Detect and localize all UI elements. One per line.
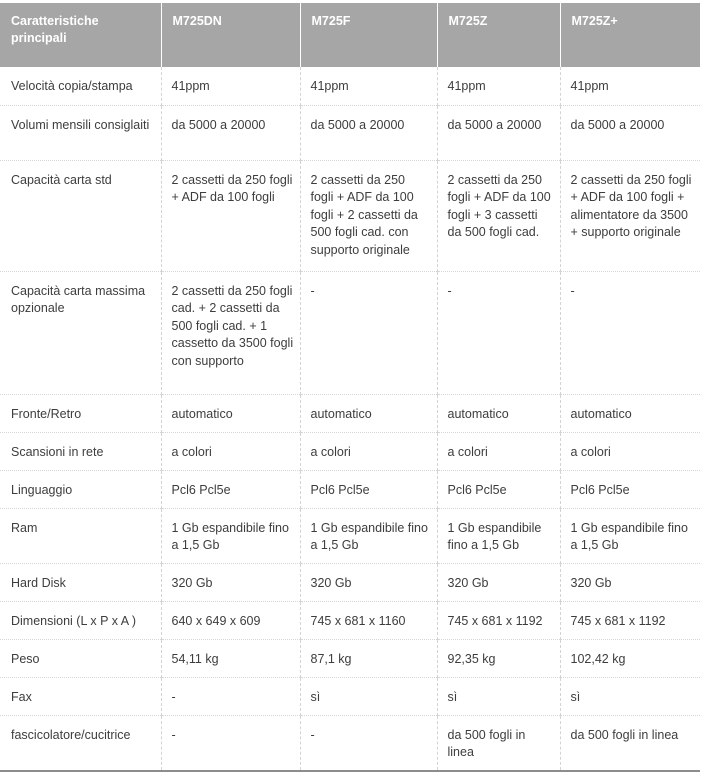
table-cell: 745 x 681 x 1160 xyxy=(300,601,437,639)
table-cell: da 5000 a 20000 xyxy=(300,105,437,160)
table-row xyxy=(0,508,700,563)
table-cell: 1 Gb espandibile fino a 1,5 Gb xyxy=(560,508,700,563)
table-cell: 41ppm xyxy=(437,67,560,105)
table-cell: - xyxy=(437,271,560,394)
table-cell: 41ppm xyxy=(560,67,700,105)
table-cell: 320 Gb xyxy=(161,563,300,601)
table-cell: 41ppm xyxy=(161,67,300,105)
table-cell: 2 cassetti da 250 fogli + ADF da 100 fogli + alimentatore da 3500 + supporto originale xyxy=(560,160,700,271)
row-label: Velocità copia/stampa xyxy=(0,67,161,105)
row-label: Dimensioni (L x P x A ) xyxy=(0,601,161,639)
table-cell: da 5000 a 20000 xyxy=(560,105,700,160)
table-cell: Pcl6 Pcl5e xyxy=(161,470,300,508)
row-label: Ram xyxy=(0,508,161,563)
table-cell: 320 Gb xyxy=(560,563,700,601)
table-cell: 320 Gb xyxy=(437,563,560,601)
table-header-row xyxy=(0,3,700,67)
row-label: Volumi mensili consiglaiti xyxy=(0,105,161,160)
table-cell: - xyxy=(300,271,437,394)
table-cell: 1 Gb espandibile fino a 1,5 Gb xyxy=(437,508,560,563)
table-row xyxy=(0,639,700,677)
table-cell: 2 cassetti da 250 fogli + ADF da 100 fogli + 3 cassetti da 500 fogli cad. xyxy=(437,160,560,271)
table-cell: da 500 fogli in linea xyxy=(560,715,700,771)
table-cell: Pcl6 Pcl5e xyxy=(437,470,560,508)
table-cell: a colori xyxy=(161,432,300,470)
header-m725z-plus: M725Z+ xyxy=(560,3,700,67)
table-row xyxy=(0,67,700,105)
table-cell: 87,1 kg xyxy=(300,639,437,677)
table-row xyxy=(0,470,700,508)
table-cell: 745 x 681 x 1192 xyxy=(560,601,700,639)
table-row xyxy=(0,601,700,639)
table-cell: automatico xyxy=(161,394,300,432)
table-row xyxy=(0,105,700,160)
row-label: Hard Disk xyxy=(0,563,161,601)
table-cell: 41ppm xyxy=(300,67,437,105)
row-label: Fronte/Retro xyxy=(0,394,161,432)
header-features: Caratteristiche principali xyxy=(0,3,161,67)
table-cell: 92,35 kg xyxy=(437,639,560,677)
table-cell: da 5000 a 20000 xyxy=(437,105,560,160)
row-label: fascicolatore/cucitrice xyxy=(0,715,161,771)
table-cell: automatico xyxy=(300,394,437,432)
row-label: Fax xyxy=(0,677,161,715)
table-cell: da 500 fogli in linea xyxy=(437,715,560,771)
table-cell: 1 Gb espandibile fino a 1,5 Gb xyxy=(161,508,300,563)
table-cell: 102,42 kg xyxy=(560,639,700,677)
table-row xyxy=(0,160,700,271)
table-cell: Pcl6 Pcl5e xyxy=(300,470,437,508)
table-cell: 320 Gb xyxy=(300,563,437,601)
header-m725z: M725Z xyxy=(437,3,560,67)
table-cell: a colori xyxy=(437,432,560,470)
row-label: Capacità carta std xyxy=(0,160,161,271)
table-row xyxy=(0,563,700,601)
specs-comparison-table xyxy=(0,3,700,772)
table-cell: 2 cassetti da 250 fogli + ADF da 100 fogli + 2 cassetti da 500 fogli cad. con supporto originale xyxy=(300,160,437,271)
table-cell: a colori xyxy=(560,432,700,470)
table-cell: - xyxy=(560,271,700,394)
table-cell: 2 cassetti da 250 fogli + ADF da 100 fogli xyxy=(161,160,300,271)
table-cell: - xyxy=(161,677,300,715)
table-cell: Pcl6 Pcl5e xyxy=(560,470,700,508)
table-row xyxy=(0,271,700,394)
table-cell: 54,11 kg xyxy=(161,639,300,677)
table-row xyxy=(0,715,700,771)
table-row xyxy=(0,394,700,432)
row-label: Capacità carta massima opzionale xyxy=(0,271,161,394)
header-m725f: M725F xyxy=(300,3,437,67)
row-label: Linguaggio xyxy=(0,470,161,508)
table-row xyxy=(0,432,700,470)
table-cell: 745 x 681 x 1192 xyxy=(437,601,560,639)
table-row xyxy=(0,677,700,715)
table-cell: sì xyxy=(300,677,437,715)
row-label: Scansioni in rete xyxy=(0,432,161,470)
table-cell: 640 x 649 x 609 xyxy=(161,601,300,639)
table-cell: sì xyxy=(437,677,560,715)
table-cell: 2 cassetti da 250 fogli cad. + 2 cassetti da 500 fogli cad. + 1 cassetto da 3500 fogli con supporto xyxy=(161,271,300,394)
table-cell: automatico xyxy=(437,394,560,432)
table-cell: - xyxy=(161,715,300,771)
table-cell: sì xyxy=(560,677,700,715)
header-m725dn: M725DN xyxy=(161,3,300,67)
table-cell: automatico xyxy=(560,394,700,432)
row-label: Peso xyxy=(0,639,161,677)
table-cell: - xyxy=(300,715,437,771)
table-cell: 1 Gb espandibile fino a 1,5 Gb xyxy=(300,508,437,563)
table-cell: a colori xyxy=(300,432,437,470)
table-cell: da 5000 a 20000 xyxy=(161,105,300,160)
